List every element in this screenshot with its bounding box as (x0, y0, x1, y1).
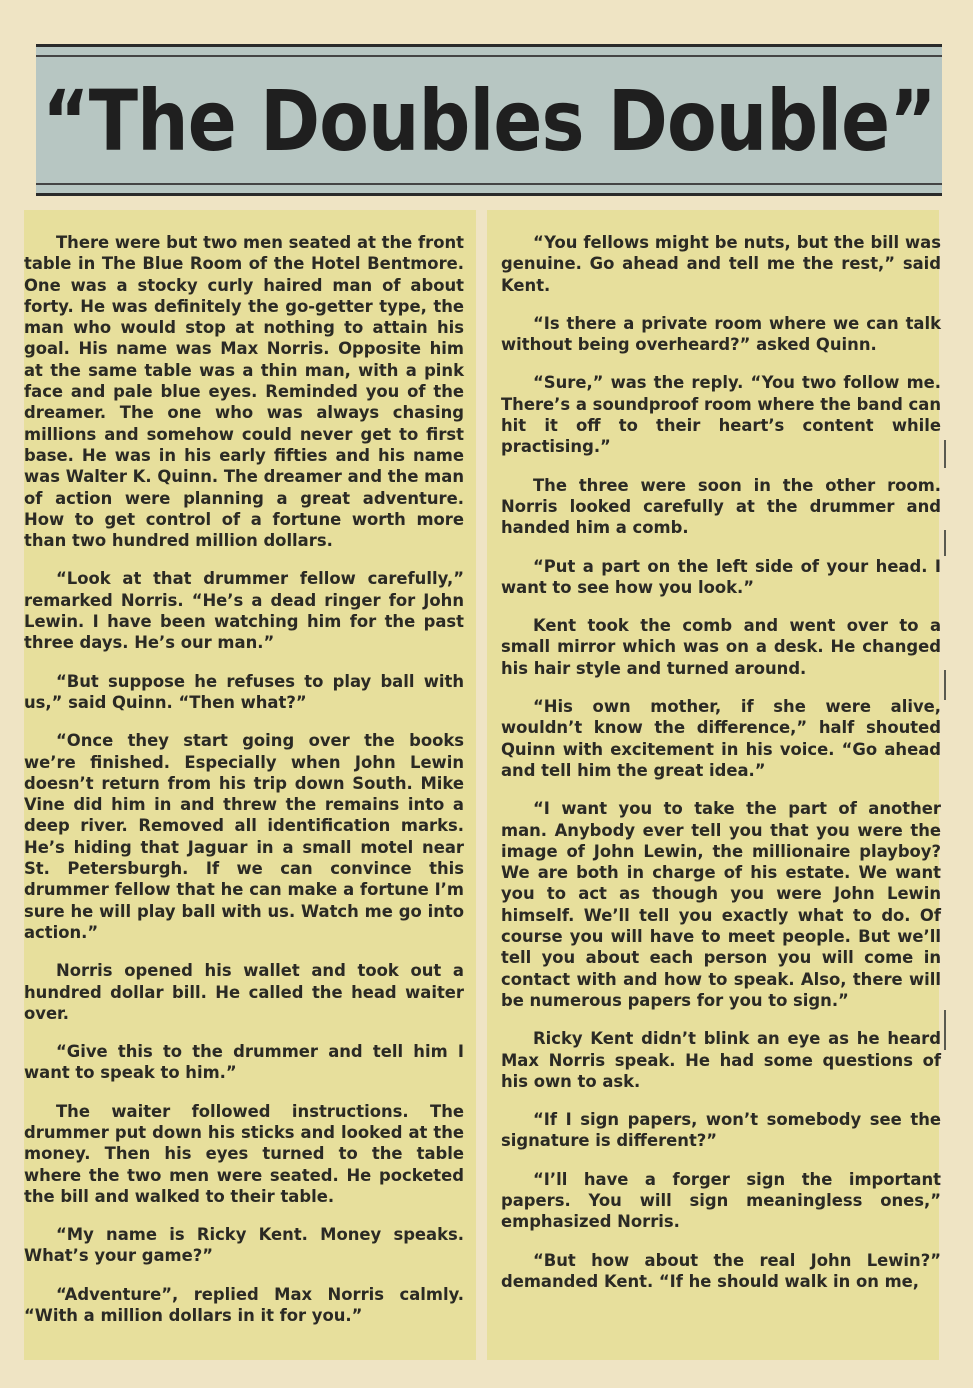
paragraph: The three were soon in the other room. Norris looked carefully at the drummer and handed him a comb. (501, 475, 941, 538)
edge-mark (944, 670, 946, 700)
paragraph: Norris opened his wallet and took out a hundred dollar bill. He called the head waiter over. (24, 961, 464, 1023)
paragraph: “But how about the real John Lewin?” demanded Kent. “If he should walk in on me, (501, 1250, 941, 1291)
edge-mark (944, 1010, 946, 1050)
paragraph: “Give this to the drummer and tell him I want to speak to him.” (24, 1042, 464, 1083)
title-banner (36, 44, 942, 196)
paragraph: Kent took the comb and went over to a small mirror which was on a desk. He changed his hair style and turned around. (501, 616, 941, 678)
paragraph: The waiter followed instructions. The drummer put down his sticks and looked at the money. Then his eyes turned to the table where the two men were seated. He pocketed the bill and walked to their table. (24, 1101, 464, 1206)
paragraph: “If I sign papers, won’t somebody see the signature is different?” (501, 1110, 941, 1151)
left-column (24, 232, 464, 1343)
paragraph: “His own mother, if she were alive, wouldn’t know the difference,” half shouted Quinn with excitement in his voice. “Go ahead and tell him the great idea.” (501, 697, 941, 780)
paragraph: “Sure,” was the reply. “You two follow me. There’s a soundproof room where the band can hit it off to their heart’s content while practising.” (501, 373, 941, 457)
paragraph: “Adventure”, replied Max Norris calmly. “With a million dollars in it for you.” (24, 1284, 464, 1326)
paragraph: “I want you to take the part of another man. Anybody ever tell you that you were the image of John Lewin, the millionaire playboy? We are both in charge of his estate. We want you to act as though you were John Lewin himself. We’ll tell you exactly what to do. Of course you will have to meet people. But we’ll tell you about each person you will come in contact with and how to speak. Also, there will be numerous papers for you to sign.” (501, 799, 941, 1010)
edge-mark (944, 530, 946, 556)
paragraph: “My name is Ricky Kent. Money speaks. What’s your game?” (24, 1225, 464, 1266)
paragraph: Ricky Kent didn’t blink an eye as he heard Max Norris speak. He had some questions of his own to ask. (501, 1029, 941, 1091)
paragraph: “Look at that drummer fellow carefully,” remarked Norris. “He’s a dead ringer for John Lewin. I have been watching him for the past three days. He’s our man.” (24, 569, 464, 653)
paragraph: “Put a part on the left side of your head. I want to see how you look.” (501, 556, 941, 597)
paragraph: “But suppose he refuses to play ball with us,” said Quinn. “Then what?” (24, 671, 464, 712)
paragraph: “You fellows might be nuts, but the bill was genuine. Go ahead and tell me the rest,” said Kent. (501, 233, 941, 295)
edge-mark (944, 440, 946, 468)
title-rule-bottom (36, 183, 942, 185)
right-column (501, 232, 941, 1309)
paragraph: “I’ll have a forger sign the important papers. You will sign meaningless ones,” emphasized Norris. (501, 1169, 941, 1232)
paragraph: “Is there a private room where we can talk without being overheard?” asked Quinn. (501, 313, 941, 355)
paragraph: “Once they start going over the books we’re finished. Especially when John Lewin doesn’t return from his trip down South. Mike Vine did him in and threw the remains into a deep river. Removed all identification marks. He’s hiding that Jaguar in a small motel near St. Petersburgh. If we can convince this drummer fellow that he can make a fortune I’m sure he will play ball with us. Watch me go into action.” (24, 731, 464, 942)
title-rule-top (36, 55, 942, 57)
paragraph: There were but two men seated at the front table in The Blue Room of the Hotel Bentmore. One was a stocky curly haired man of about forty. He was definitely the go-getter type, the man who would stop at nothing to attain his goal. His name was Max Norris. Opposite him at the same table was a thin man, with a pink face and pale blue eyes. Reminded you of the dreamer. The one who was always chasing millions and somehow could never get to first base. He was in his early fifties and his name was Walter K. Quinn. The dreamer and the man of action were planning a great adventure. How to get control of a fortune worth more than two hundred million dollars. (24, 233, 464, 551)
story-title: “The Doubles Double” (42, 72, 936, 170)
